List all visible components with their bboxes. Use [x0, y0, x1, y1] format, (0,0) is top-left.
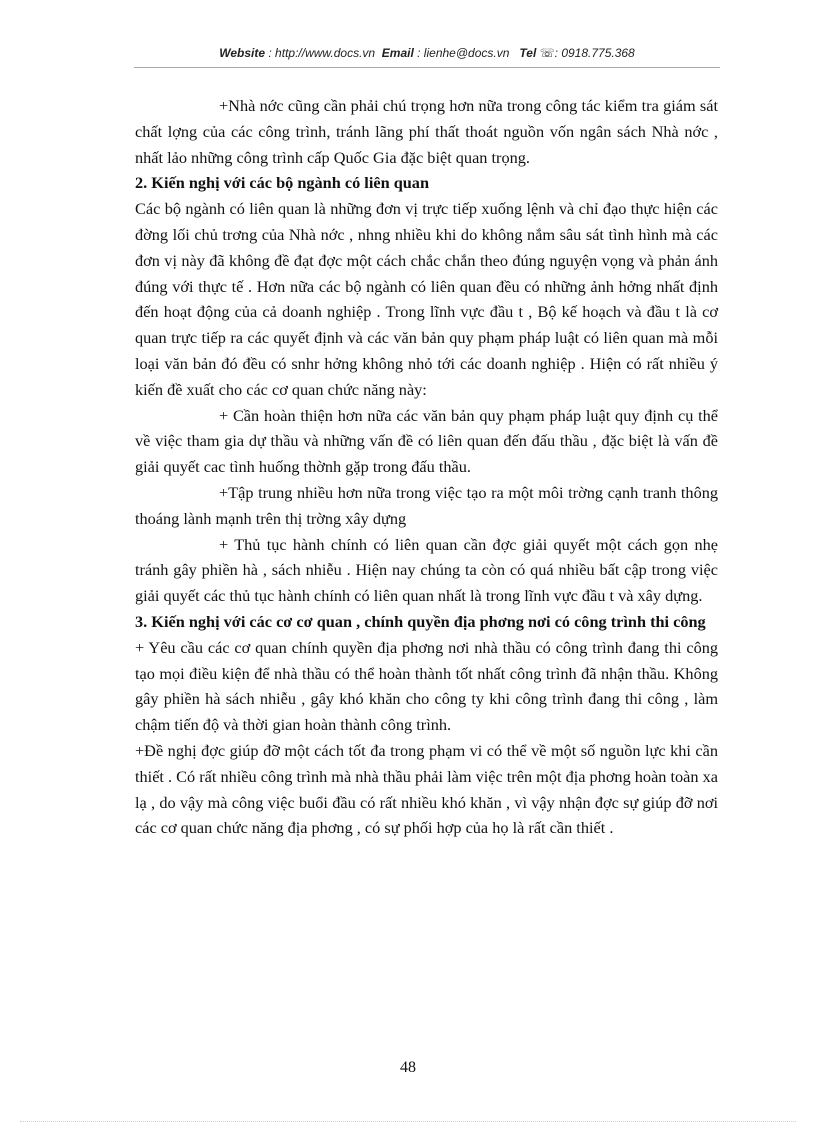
- paragraph-3: + Cần hoàn thiện hơn nữa các văn bản quy phạm pháp luật quy định cụ thể về việc tham gia dự thầu và những vấn đề có liên quan đến đấu thầu , đặc biệt là vấn đề giải quyết cac tình huống thờnh gặp trong đấu thầu.: [135, 405, 718, 477]
- document-body: [135, 93, 718, 841]
- phone-icon: ☏: [539, 46, 555, 60]
- paragraph-1: +Nhà nớc cũng cần phải chú trọng hơn nữa trong công tác kiểm tra giám sát chất lợng của các công trình, tránh lãng phí thất thoát nguồn vốn ngân sách Nhà nớc , nhất lảo những công trình cấp Quốc Gia đặc biệt quan trọng.: [135, 96, 718, 167]
- paragraph-5: + Thủ tục hành chính có liên quan cần đợc giải quyết một cách gọn nhẹ tránh gây phiền hà , sách nhiễu . Hiện nay chúng ta còn có quá nhiều bất cập trong việc giải quyết các thủ tục hành chính có liên quan nhất là trong lĩnh vực đầu t và xây dựng.: [135, 534, 718, 606]
- page-number: 48: [400, 1059, 416, 1076]
- paragraph-2: Các bộ ngành có liên quan là những đơn vị trực tiếp xuống lệnh và chỉ đạo thực hiện các đờng lối chủ trơng của Nhà nớc , nhng nhiều khi do không nắm sâu sát tình hình mà các đơn vị này đã không đề đạt đợc một cách chắc chắn theo đúng nguyện vọng và phản ánh đúng với thực tế . Hơn nữa các bộ ngành có liên quan đều có những ảnh hởng nhất định đến hoạt động của cả doanh nghiệp . Trong lĩnh vực đầu t , Bộ kế hoạch và đầu t là cơ quan trực tiếp ra các quyết định và các văn bản quy phạm pháp luật có liên quan mà mỗi loại văn bản đó đều có snhr hởng không nhỏ tới các doanh nghiệp . Hiện có rất nhiều ý kiến đề xuất cho các cơ quan chức năng này:: [135, 199, 718, 399]
- website-label: Website: [219, 46, 266, 60]
- header-divider: [134, 67, 720, 68]
- paragraph-7: +Đề nghị đợc giúp đỡ một cách tốt đa trong phạm vi có thể về một số nguồn lực khi cần thiết . Có rất nhiều công trình mà nhà thầu phải làm việc trên một địa phơng hoàn toàn xa lạ , do vậy mà công việc buổi đầu có rất nhiều khó khăn , vì vậy nhận đợc sự giúp đỡ nơi các cơ quan chức năng địa phơng , có sự phối hợp của họ là rất cần thiết .: [135, 740, 718, 838]
- footer-divider: [20, 1121, 796, 1122]
- tel-label: Tel: [519, 46, 537, 60]
- email-value: : lienhe@docs.vn: [417, 46, 510, 60]
- email-label: Email: [381, 46, 414, 60]
- page-header: [134, 46, 720, 60]
- tel-value: : 0918.775.368: [554, 46, 635, 60]
- section-heading-3: 3. Kiến nghị với các cơ cơ quan , chính quyền địa phơng nơi có công trình thi công: [135, 611, 706, 631]
- section-heading-2: 2. Kiến nghị với các bộ ngành có liên quan: [135, 173, 430, 193]
- website-value: : http://www.docs.vn: [268, 46, 376, 60]
- paragraph-4: +Tập trung nhiều hơn nữa trong việc tạo ra một môi trờng cạnh tranh thông thoáng lành mạnh trên thị trờng xây dựng: [135, 482, 718, 528]
- paragraph-6: + Yêu cầu các cơ quan chính quyền địa phơng nơi nhà thầu có công trình đang thi công tạo mọi điều kiện để nhà thầu có thể hoàn thành tốt nhất công trình đã nhận thầu. Không gây phiền hà sách nhiễu , gây khó khăn cho công ty khi công trình đang thi công , làm chậm tiến độ và thời gian hoàn thành công trình.: [135, 637, 718, 735]
